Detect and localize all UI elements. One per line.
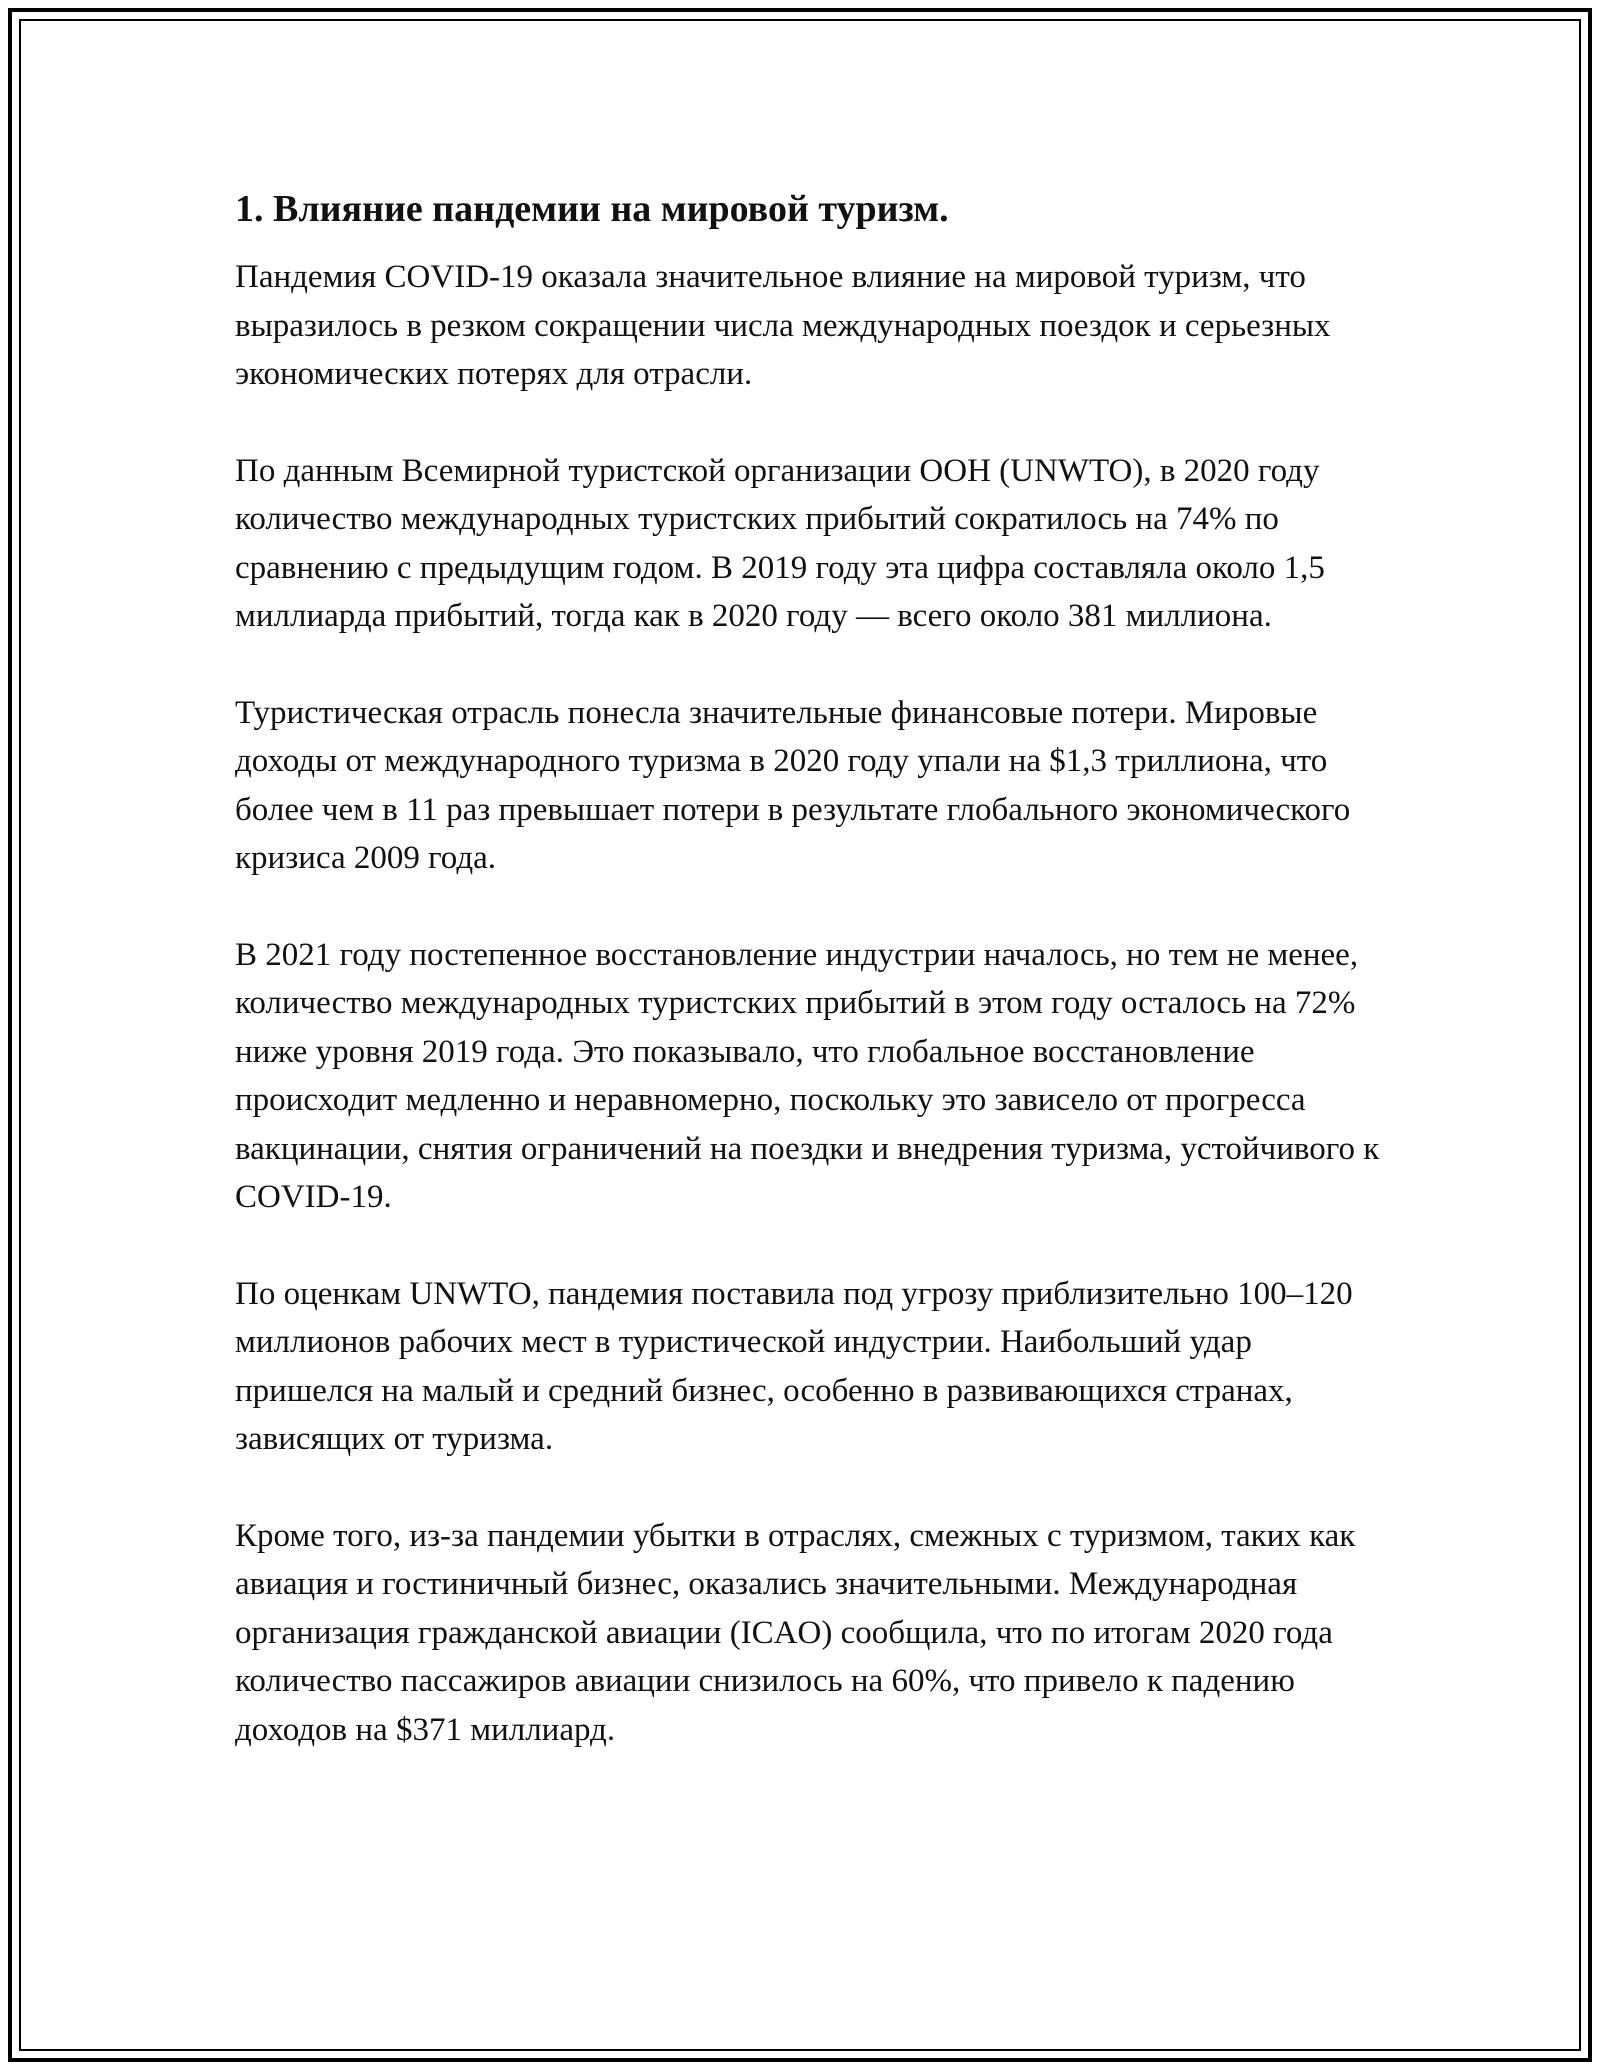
paragraph-recovery-2021: В 2021 году постепенное восстановление индустрии началось, но тем не менее, количество международных туристских прибытий в этом году осталось на 72% ниже уровня 2019 года. Это показывало, что глобальное восстановление происходит медленно и неравномерно, поскольку это зависело от прогресса вакцинации, снятия ограничений на поездки и внедрения туризма, устойчивого к COVID-19. [235,936,1380,1215]
paragraph-financial-losses: Туристическая отрасль понесла значительные финансовые потери. Мировые доходы от международного туризма в 2020 году упали на $1,3 триллиона, что более чем в 11 раз превышает потери в результате глобального экономического кризиса 2009 года. [235,694,1351,876]
paragraph-jobs: По оценкам UNWTO, пандемия поставила под угрозу приблизительно 100–120 миллионов рабочих мест в туристической индустрии. Наибольший удар пришелся на малый и средний бизнес, особенно в развивающихся странах, зависящих от туризма. [235,1275,1353,1457]
section-title: 1. Влияние пандемии на мировой туризм. [235,188,949,230]
paragraph-arrivals: По данным Всемирной туристской организации ООН (UNWTO), в 2020 году количество международных туристских прибытий сократилось на 74% по сравнению с предыдущим годом. В 2019 году эта цифра составляла около 1,5 миллиарда прибытий, тогда как в 2020 году — всего около 381 миллиона. [235,452,1325,634]
document-body [235,185,1380,1802]
paragraph-intro: Пандемия COVID-19 оказала значительное влияние на мировой туризм, что выразилось в резком сокращении числа международных поездок и серьезных экономических потерях для отрасли. [235,259,1331,392]
paragraph-aviation: Кроме того, из-за пандемии убытки в отраслях, смежных с туризмом, таких как авиация и гостиничный бизнес, оказались значительными. Международная организация гражданской авиации (ICAO) сообщила, что по итогам 2020 года количество пассажиров авиации снизилось на 60%, что привело к падению доходов на $371 миллиард. [235,1517,1356,1748]
